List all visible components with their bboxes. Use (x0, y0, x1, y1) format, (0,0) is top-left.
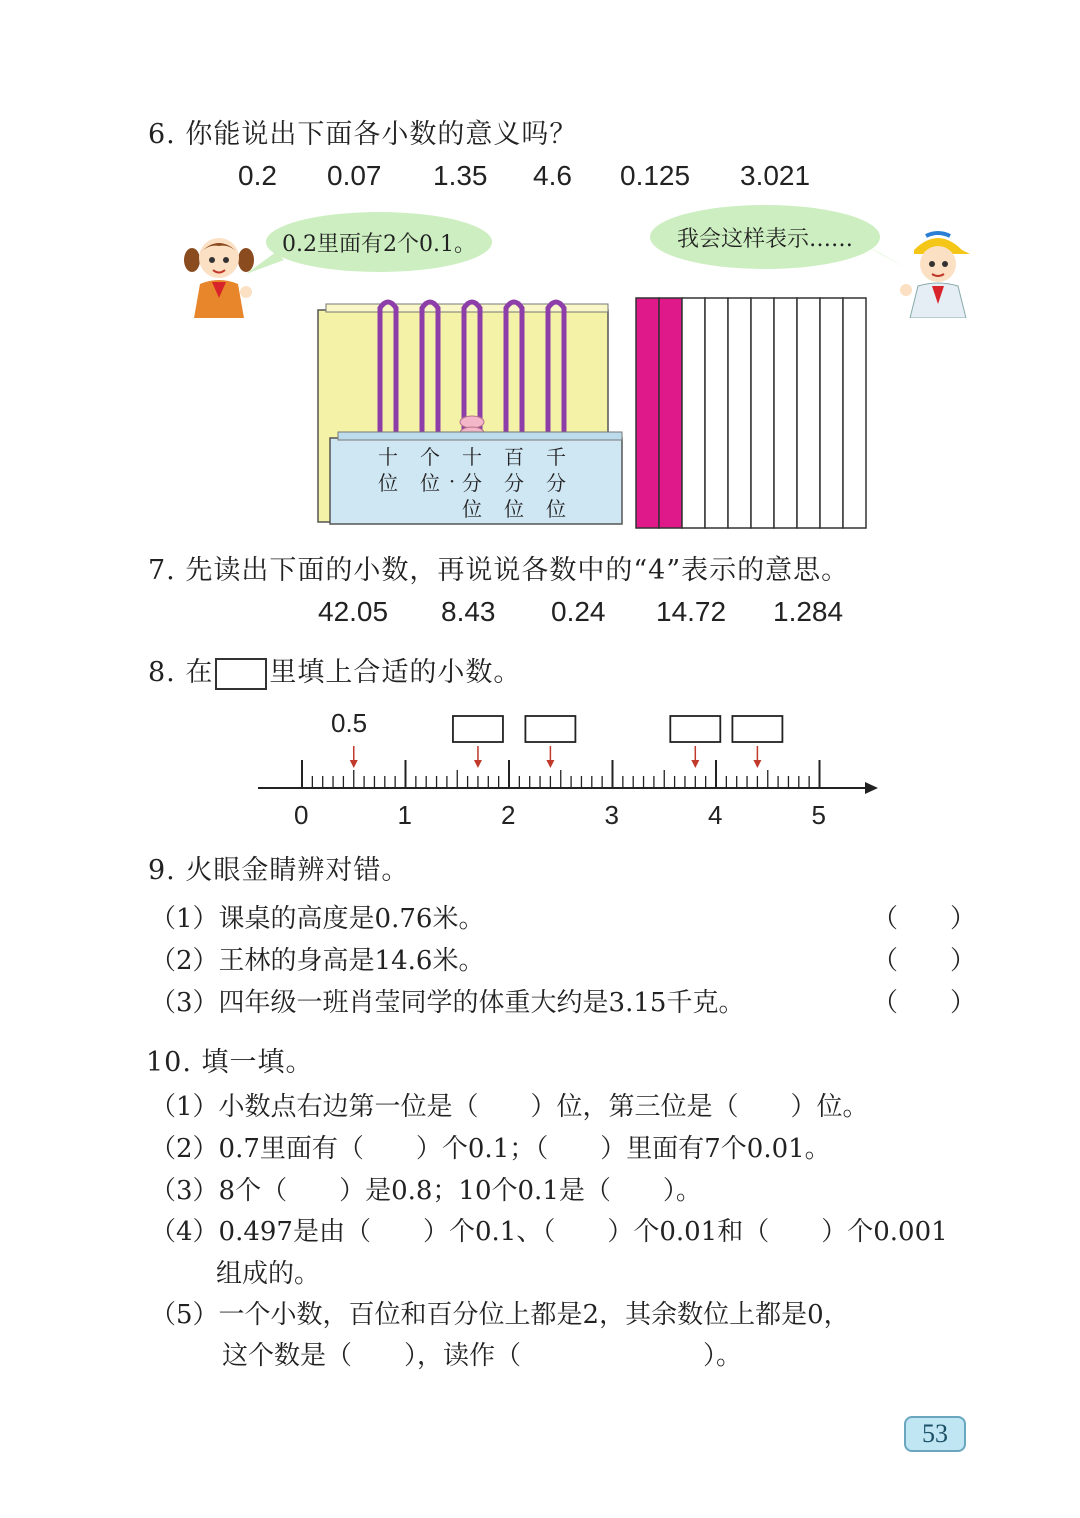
q7-number: 0.24 (551, 596, 606, 627)
q7-number: 8.43 (441, 596, 496, 627)
given-point-arrow-head (350, 760, 358, 768)
blank-point-arrow-head (546, 760, 554, 768)
q7-numbers (0, 596, 1080, 636)
q9-item-num: （3） (150, 988, 219, 1018)
q9-title: 9. 火眼金睛辨对错。 (148, 855, 410, 886)
strip-cell (751, 298, 774, 528)
answer-blank-box[interactable] (525, 716, 575, 742)
axis-tick-label: 1 (397, 800, 412, 830)
q10-line-3: （3）8个（ ）是0.8；10个0.1是（ ）。 (150, 1176, 702, 1206)
abacus-label-ones-2: 位 (420, 471, 440, 495)
boy-bubble-text: 我会这样表示…… (676, 226, 853, 252)
abacus-decimal-point: · (448, 469, 456, 493)
q6-title: 6. 你能说出下面各小数的意义吗？ (148, 119, 578, 150)
page-number: 53 (904, 1416, 966, 1452)
q6-number: 0.2 (238, 160, 277, 191)
q10-line-5-cont: 这个数是（ ），读作（ ）。 (222, 1341, 743, 1371)
q10-line-4: （4）0.497是由（ ）个0.1、（ ）个0.01和（ ）个0.001 (150, 1217, 948, 1247)
strip-cell (705, 298, 728, 528)
q6-number: 0.07 (327, 160, 382, 191)
q9-item-1 (150, 898, 484, 935)
q6-numbers (0, 160, 1080, 200)
axis-tick-label: 4 (708, 800, 723, 830)
q9-answer-paren-3[interactable]: （ ） (872, 988, 977, 1018)
q7-number: 1.284 (773, 596, 844, 627)
abacus-label-tens-1: 十 (378, 445, 398, 469)
strip-cell (843, 298, 866, 528)
abacus-label-thousandths-2: 分 (546, 471, 566, 495)
axis-arrowhead (865, 782, 878, 794)
girl-speech-bubble (266, 212, 492, 272)
q7-number: 42.05 (318, 596, 389, 627)
q6-number: 0.125 (620, 160, 691, 191)
answer-blank-box[interactable] (670, 716, 720, 742)
abacus-label-ones-1: 个 (420, 445, 440, 469)
answer-blank-box[interactable] (453, 716, 503, 742)
q6-number: 3.021 (740, 160, 811, 191)
strip-cell (820, 298, 843, 528)
strip-cell-shaded (659, 298, 682, 528)
q10-title: 10. 填一填。 (146, 1047, 314, 1078)
abacus-label-hundredths-1: 百 (504, 445, 524, 469)
abacus-label-hundredths-2: 分 (504, 471, 524, 495)
blank-point-arrow-head (691, 760, 699, 768)
q9-item-text: 课桌的高度是0.76米。 (218, 904, 485, 934)
q9-item-3 (150, 982, 744, 1019)
strip-cell (797, 298, 820, 528)
blank-point-arrow-head (753, 760, 761, 768)
strip-cell (728, 298, 751, 528)
q10-line-1: （1）小数点右边第一位是（ ）位，第三位是（ ）位。 (150, 1092, 869, 1122)
abacus-label-hundredths-3: 位 (504, 497, 524, 521)
q9-answer-paren-2[interactable]: （ ） (872, 946, 977, 976)
q7-number: 14.72 (656, 596, 727, 627)
q9-item-2 (150, 940, 484, 977)
answer-blank-box[interactable] (732, 716, 782, 742)
abacus-label-thousandths-3: 位 (546, 497, 566, 521)
q6-number: 4.6 (533, 160, 572, 191)
abacus-label-tenths-3: 位 (462, 497, 482, 521)
q9-item-num: （2） (150, 946, 219, 976)
blank-point-arrow-head (474, 760, 482, 768)
q10-line-2: （2）0.7里面有（ ）个0.1；（ ）里面有7个0.01。 (150, 1134, 831, 1164)
axis-tick-label: 2 (501, 800, 516, 830)
q10-line-4-cont: 组成的。 (216, 1259, 321, 1289)
q10-line-5: （5）一个小数，百位和百分位上都是2，其余数位上都是0， (150, 1300, 850, 1330)
axis-tick-label: 5 (811, 800, 826, 830)
q8-title-post: 里填上合适的小数。 (269, 657, 522, 688)
boy-illustration (896, 228, 980, 318)
q9-answer-paren-1[interactable]: （ ） (872, 904, 977, 934)
q9-item-text: 四年级一班肖莹同学的体重大约是3.15千克。 (218, 988, 745, 1018)
q8-number-line (250, 708, 890, 808)
strip-cell-shaded (636, 298, 659, 528)
girl-bubble-text: 0.2里面有2个0.1。 (282, 231, 476, 257)
q9-item-num: （1） (150, 904, 219, 934)
q8-given-label: 0.5 (331, 708, 368, 738)
q9-item-text: 王林的身高是14.6米。 (218, 946, 485, 976)
axis-tick-label: 3 (604, 800, 619, 830)
q7-title: 7. 先读出下面的小数，再说说各数中的“4”表示的意思。 (148, 555, 850, 586)
tenths-strip-diagram (634, 296, 868, 530)
abacus-label-tens-2: 位 (378, 471, 398, 495)
abacus-label-thousandths-1: 千 (546, 445, 566, 469)
q8-title (148, 650, 521, 690)
q8-title-blank-box (215, 658, 267, 690)
abacus-diagram (316, 292, 624, 528)
axis-tick-label: 0 (294, 800, 309, 830)
q8-title-pre: 8. 在 (148, 657, 214, 688)
abacus-bead (460, 416, 484, 428)
abacus-label-tenths-1: 十 (462, 445, 482, 469)
q8-axis-labels (0, 800, 1080, 836)
boy-speech-bubble (650, 205, 880, 269)
q6-number: 1.35 (433, 160, 488, 191)
strip-cell (774, 298, 797, 528)
girl-bubble-tail (246, 252, 286, 276)
strip-cell (682, 298, 705, 528)
abacus-label-tenths-2: 分 (462, 471, 482, 495)
